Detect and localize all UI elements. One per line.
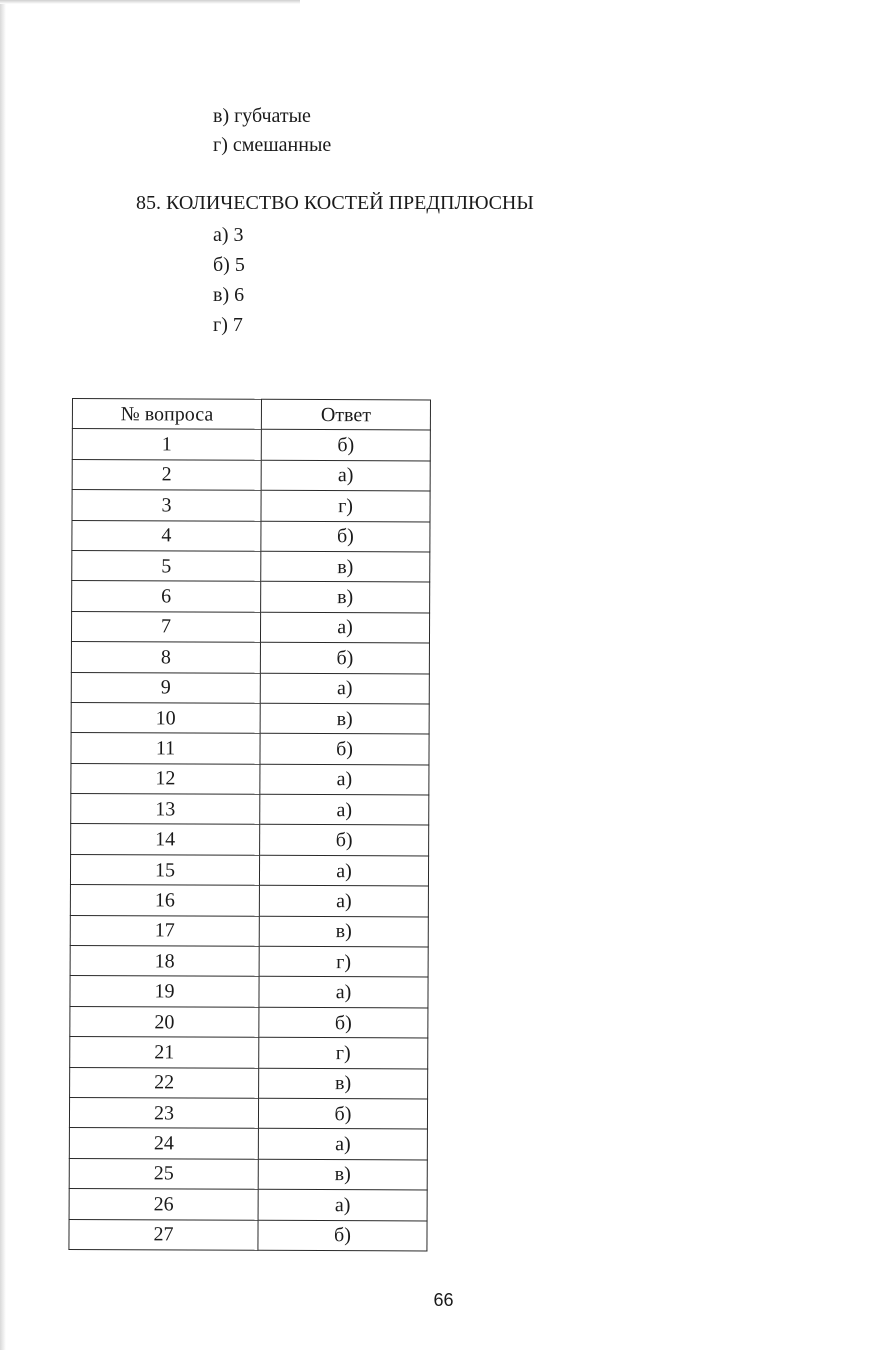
table-row (69, 1097, 427, 1129)
answer-cell: в) (259, 916, 428, 947)
question-number-cell: 7 (71, 611, 260, 642)
table-row (70, 976, 428, 1008)
answer-cell: б) (261, 430, 430, 461)
table-row (70, 1006, 428, 1038)
question-number-cell: 8 (71, 642, 260, 673)
answer-cell: б) (260, 642, 429, 673)
answer-cell: а) (259, 855, 428, 886)
table-row (71, 611, 429, 643)
question-number-cell: 21 (70, 1037, 259, 1068)
table-row (72, 581, 430, 613)
table-row (69, 1128, 427, 1160)
question-number-cell: 5 (72, 550, 261, 581)
answer-cell: б) (261, 521, 430, 552)
page-number: 66 (433, 1290, 454, 1310)
question-number-cell: 13 (71, 794, 260, 825)
answer-cell: а) (260, 612, 429, 643)
question-number-cell: 23 (69, 1097, 258, 1128)
table-row (72, 550, 430, 582)
table-row (71, 672, 429, 704)
answer-cell: а) (258, 1129, 427, 1160)
answer-cell: а) (259, 886, 428, 917)
question-number-cell: 9 (71, 672, 260, 703)
option-b: б) 5 (213, 254, 245, 276)
answer-cell: а) (258, 1189, 427, 1220)
question-number-cell: 11 (71, 733, 260, 764)
answer-cell: б) (258, 1220, 427, 1251)
answer-cell: в) (261, 582, 430, 613)
answer-cell: г) (259, 946, 428, 977)
table-row (71, 642, 429, 674)
answer-cell: б) (258, 1098, 427, 1129)
answer-cell: в) (259, 1068, 428, 1099)
table-row (70, 885, 428, 917)
answer-cell: б) (259, 1007, 428, 1038)
question-number-cell: 2 (72, 459, 261, 490)
question-85-title: 85. КОЛИЧЕСТВО КОСТЕЙ ПРЕДПЛЮСНЫ (136, 192, 534, 214)
table-row (72, 459, 430, 491)
answer-cell: а) (260, 794, 429, 825)
table-row (72, 490, 430, 522)
answer-cell: г) (259, 1037, 428, 1068)
table-header-row (72, 399, 430, 431)
table-row (70, 915, 428, 947)
question-number-cell: 4 (72, 520, 261, 551)
answer-cell: в) (258, 1159, 427, 1190)
question-number-cell: 1 (72, 429, 261, 460)
table-row (71, 763, 429, 795)
table-row (71, 824, 429, 856)
answer-cell: а) (259, 977, 428, 1008)
header-question-number: № вопроса (72, 399, 261, 430)
answer-cell: а) (261, 460, 430, 491)
answer-cell: а) (260, 764, 429, 795)
answer-cell: б) (260, 825, 429, 856)
question-number-cell: 18 (70, 946, 259, 977)
question-number-cell: 12 (71, 763, 260, 794)
table-row (69, 1219, 427, 1251)
table-row (70, 1067, 428, 1099)
question-number-cell: 27 (69, 1219, 258, 1250)
table-body (69, 429, 430, 1251)
question-number-cell: 26 (69, 1189, 258, 1220)
table-row (69, 1158, 427, 1190)
table-row (71, 733, 429, 765)
question-number-cell: 15 (70, 854, 259, 885)
option-g-prev: г) смешанные (213, 134, 332, 156)
question-number-cell: 6 (72, 581, 261, 612)
question-number-cell: 3 (72, 490, 261, 521)
page-top-shadow (0, 0, 300, 4)
option-v: в) 6 (213, 284, 245, 306)
table-row (71, 702, 429, 734)
question-number-cell: 19 (70, 976, 259, 1007)
question-number-cell: 25 (69, 1158, 258, 1189)
table-row (70, 854, 428, 886)
option-g: г) 7 (213, 314, 243, 336)
table-row (71, 794, 429, 826)
answer-key-table (68, 398, 431, 1251)
table-row (72, 520, 430, 552)
table-row (70, 946, 428, 978)
question-number-cell: 24 (69, 1128, 258, 1159)
answer-cell: а) (260, 673, 429, 704)
answer-cell: в) (261, 551, 430, 582)
table-row (72, 429, 430, 461)
option-a: а) 3 (213, 224, 244, 246)
answer-cell: в) (260, 703, 429, 734)
header-answer: Ответ (261, 399, 430, 430)
answer-cell: б) (260, 734, 429, 765)
question-number-cell: 14 (71, 824, 260, 855)
question-number-cell: 22 (70, 1067, 259, 1098)
table-row (69, 1189, 427, 1221)
question-number-cell: 16 (70, 885, 259, 916)
option-v-prev: в) губчатые (213, 105, 311, 127)
question-number-cell: 20 (70, 1006, 259, 1037)
question-number-cell: 10 (71, 702, 260, 733)
answer-cell: г) (261, 490, 430, 521)
page-edge-shadow (0, 0, 6, 1350)
question-number-cell: 17 (70, 915, 259, 946)
table-row (70, 1037, 428, 1069)
